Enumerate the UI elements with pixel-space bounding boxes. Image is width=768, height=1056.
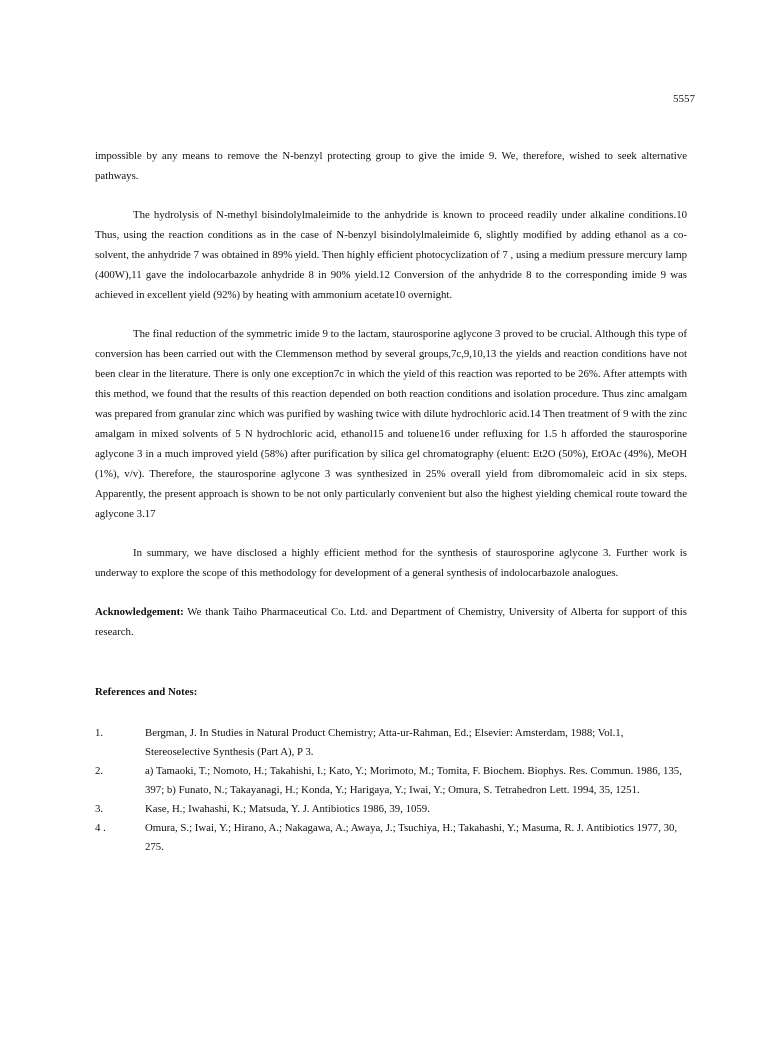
paragraph-reduction: The final reduction of the symmetric imide 9 to the lactam, staurosporine aglycone 3 proved to be crucial. Although this type of conversion has been carried out with the Clemmenson method by several groups,7c,9,10,13 the yields and reaction conditions have not been clear in the literature. There is only one exception7c in which the yield of this reaction was reported to be 26%. After attempts with this method, we found that the results of this reaction depended on both reaction conditions and isolation procedure. Thus zinc amalgam was prepared from granular zinc which was purified by washing twice with dilute hydrochloric acid.14 Then treatment of 9 with the zinc amalgam in mixed solvents of 5 N hydrochloric acid, ethanol15 and toluene16 under refluxing for 1.5 h afforded the staurosporine aglycone 3 in a much improved yield (58%) after purification by silica gel chromatography (eluent: Et2O (50%), EtOAc (49%), MeOH (1%), v/v). Therefore, the staurosporine aglycone 3 was synthesized in 25% overall yield from dibromomaleic acid in six steps. Apparently, the present approach is shown to be not only particularly convenient but also the highest yielding chemical route toward the aglycone 3.17 [95,328,687,520]
reference-item [95,724,687,762]
article-body [95,146,687,857]
reference-number: 1. [95,727,104,739]
reference-item [95,819,687,857]
page-number: 5557 [673,93,695,105]
paragraph-summary: In summary, we have disclosed a highly efficient method for the synthesis of staurosporine aglycone 3. Further work is underway to explore the scope of this methodology for development of a general synthesis of indolocarbazole analogues. [95,547,687,579]
reference-item [95,800,687,819]
paragraph-continued: impossible by any means to remove the N-benzyl protecting group to give the imide 9. We, therefore, wished to seek alternative pathways. [95,150,687,182]
acknowledgement-text: We thank Taiho Pharmaceutical Co. Ltd. and Department of Chemistry, University of Alberta for support of this research. [95,606,687,638]
reference-text: a) Tamaoki, T.; Nomoto, H.; Takahishi, I.; Kato, Y.; Morimoto, M.; Tomita, F. Biochem. Biophys. Res. Commun. 1986, 135, 397; b) Funato, N.; Takayanagi, H.; Konda, Y.; Harigaya, Y.; Iwai, Y.; Omura, S. Tetrahedron Lett. 1994, 35, 1251. [145,765,682,796]
acknowledgement-heading: Acknowledgement: [95,606,184,618]
paragraph-hydrolysis: The hydrolysis of N-methyl bisindolylmaleimide to the anhydride is known to proceed readily under alkaline conditions.10 Thus, using the reaction conditions as in the case of N-benzyl bisindolylmaleimide 6, slightly modified by adding ethanol as a co-solvent, the anhydride 7 was obtained in 89% yield. Then highly efficient photocyclization of 7 , using a medium pressure mercury lamp (400W),11 gave the indolocarbazole anhydride 8 in 90% yield.12 Conversion of the anhydride 8 to the corresponding imide 9 was achieved in excellent yield (92%) by heating with ammonium acetate10 overnight. [95,209,687,301]
references-list [95,724,687,857]
reference-text: Omura, S.; Iwai, Y.; Hirano, A.; Nakagawa, A.; Awaya, J.; Tsuchiya, H.; Takahashi, Y.; Masuma, R. J. Antibiotics 1977, 30, 275. [145,822,678,853]
acknowledgement [95,602,687,642]
reference-number: 3. [95,803,104,815]
reference-text: Bergman, J. In Studies in Natural Product Chemistry; Atta-ur-Rahman, Ed.; Elsevier: Amsterdam, 1988; Vol.1, Stereoselective Synthesis (Part A), P 3. [145,727,624,758]
reference-item [95,762,687,800]
reference-number: 4 . [95,822,106,834]
reference-text: Kase, H.; Iwahashi, K.; Matsuda, Y. J. Antibiotics 1986, 39, 1059. [145,803,430,815]
reference-number: 2. [95,765,104,777]
references-title: References and Notes: [95,686,198,698]
